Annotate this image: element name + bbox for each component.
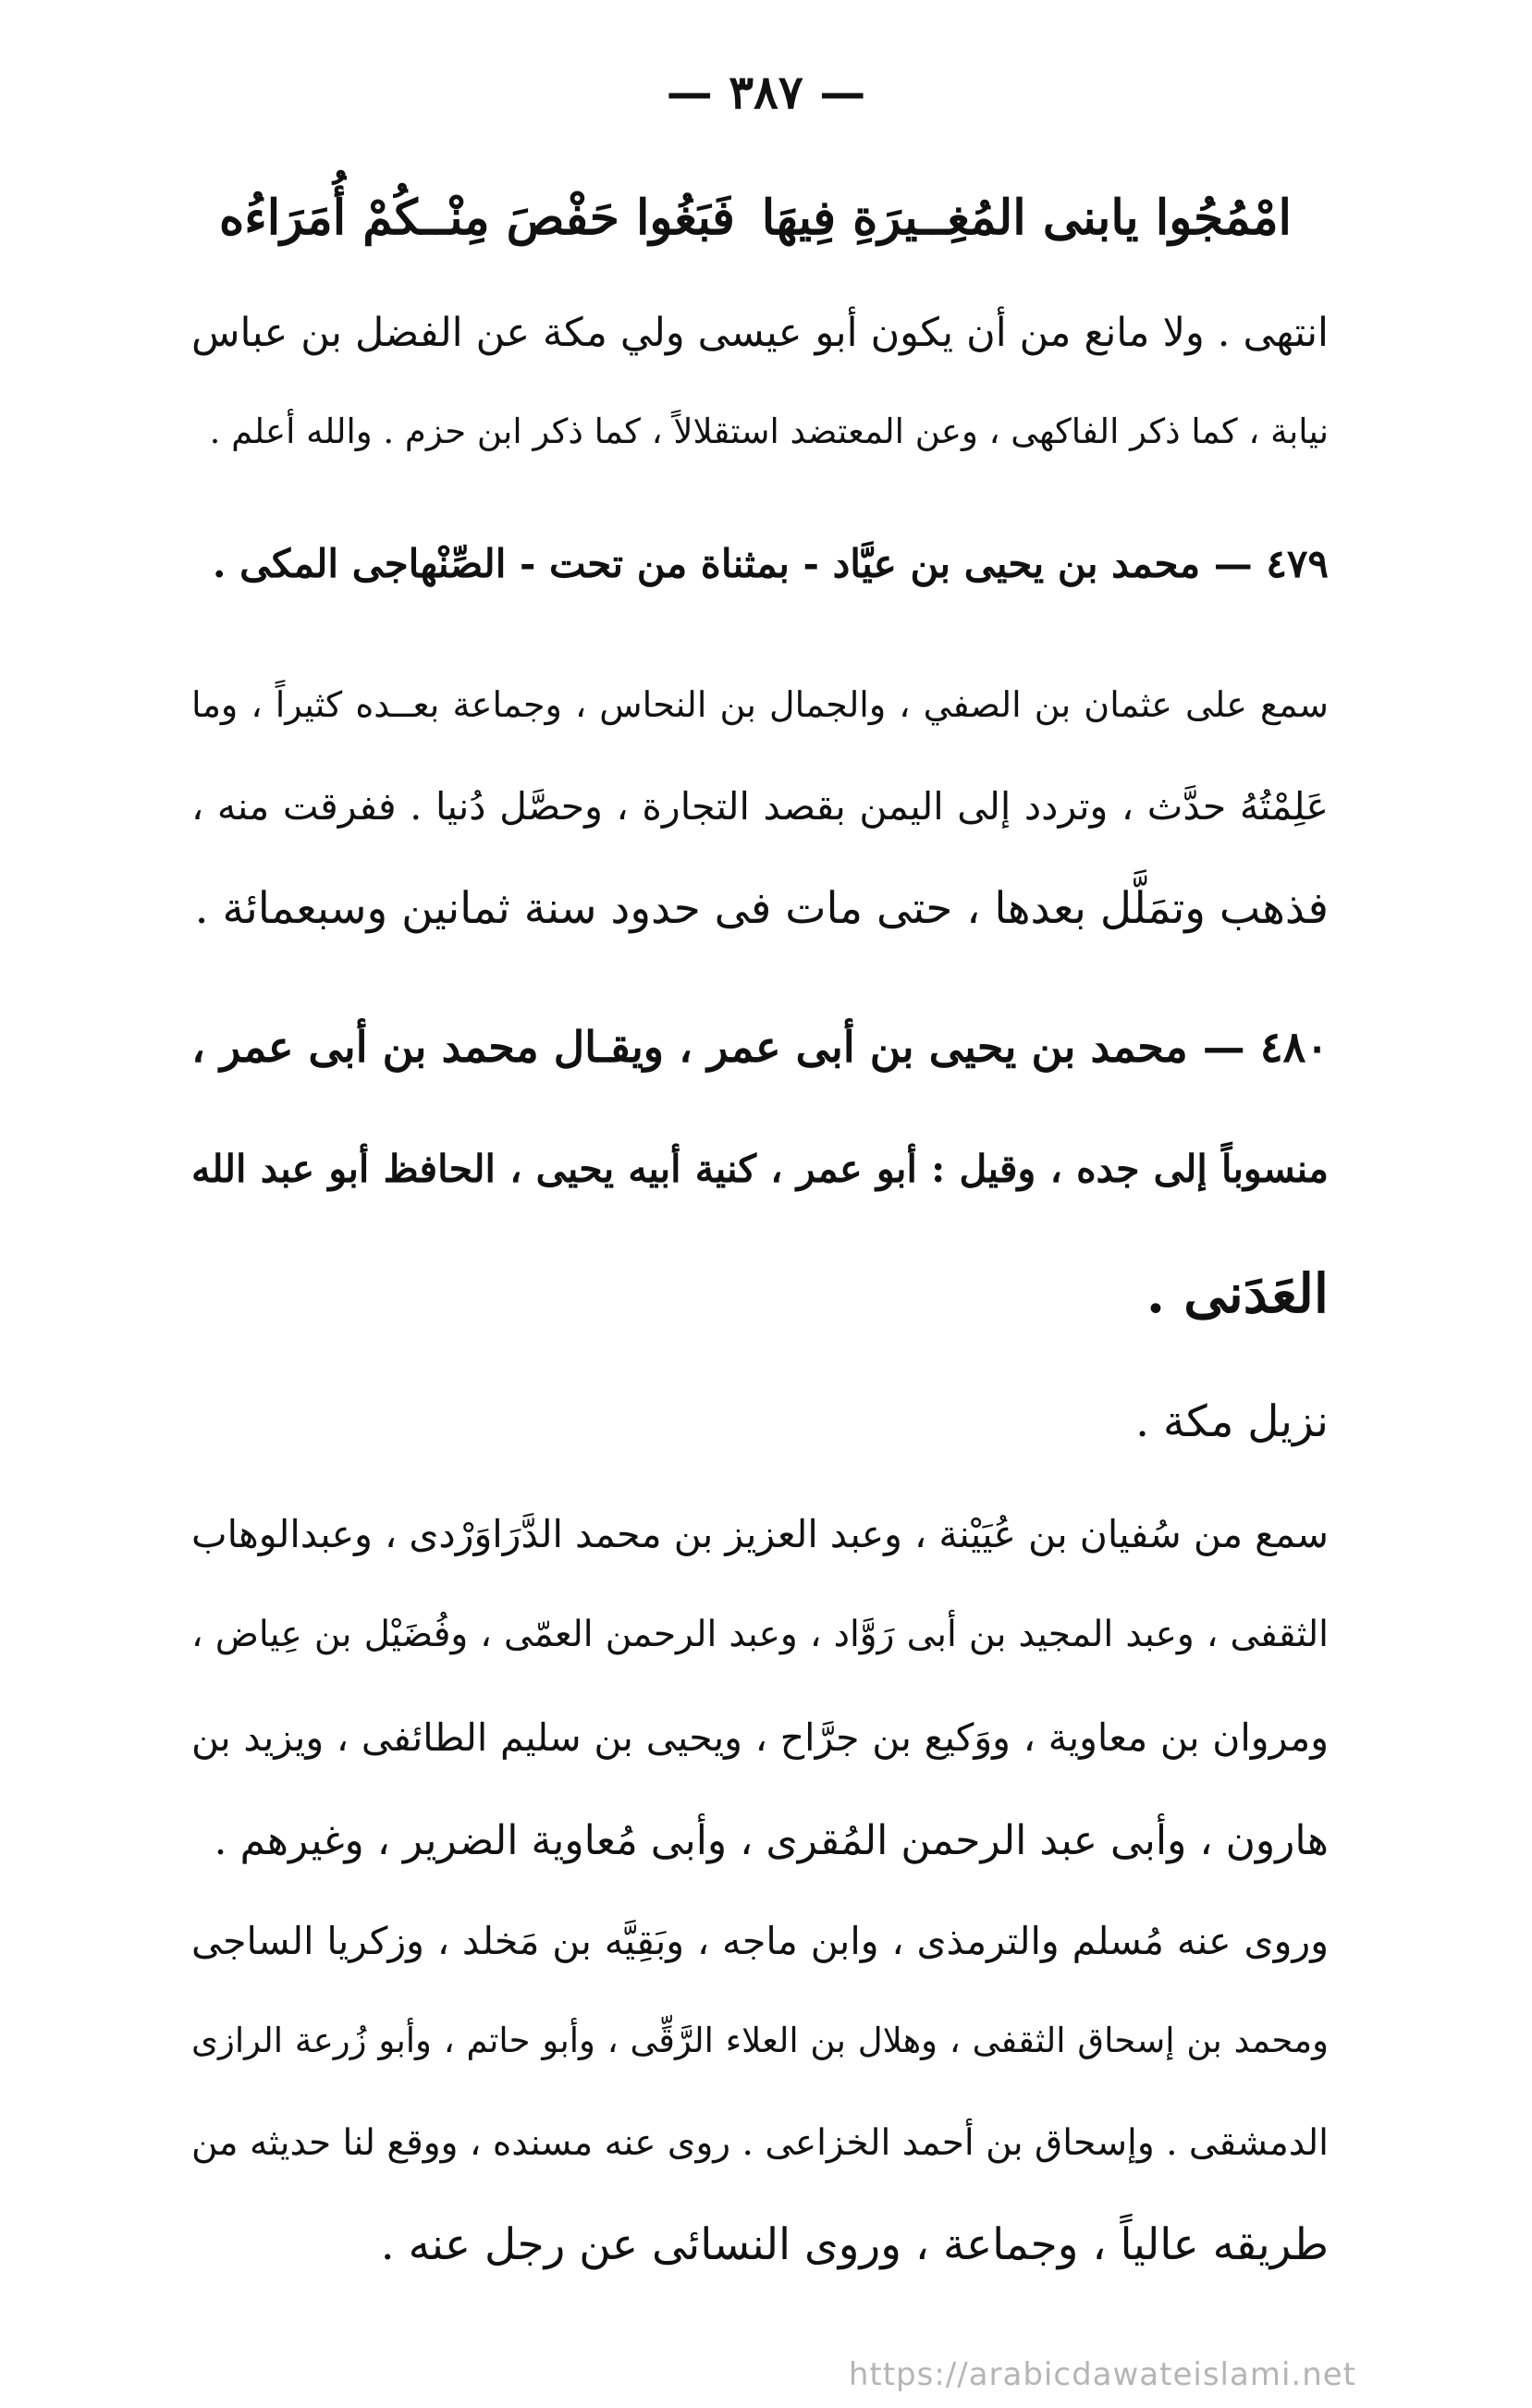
page-number: — ٣٨٧ — xyxy=(666,65,866,119)
poem-verse xyxy=(219,190,1292,246)
entry-479-heading: ٤٧٩ — محمد بن يحيى بن عيَّاد - بمثناة من تحت - الصِّنْهاجى المكى . xyxy=(212,541,1329,586)
paragraph-line: انتهى . ولا مانع من أن يكون أبو عيسى ولي مكة عن الفضل بن عباس xyxy=(191,310,1329,356)
entry-480-teachers-line: سمع من سُفيان بن عُيَيْنة ، وعبد العزيز بن محمد الدَّرَاوَرْدى ، وعبدالوهاب xyxy=(191,1512,1329,1556)
entry-480-teachers-line: ومروان بن معاوية ، ووَكيع بن جرَّاح ، ويحيى بن سليم الطائفى ، ويزيد بن xyxy=(191,1715,1329,1760)
entry-480-students-line: وروى عنه مُسلم والترمذى ، وابن ماجه ، وبَقِيَّه بن مَخلد ، وزكريا الساجى xyxy=(191,1919,1329,1963)
watermark: https://arabicdawateislami.net xyxy=(848,2356,1356,2393)
entry-479-line: عَلِمْتُهُ حدَّث ، وتردد إلى اليمن بقصد التجارة ، وحصَّل دُنيا . ففرقت منه ، xyxy=(191,784,1329,829)
paragraph-line: نيابة ، كما ذكر الفاكهى ، وعن المعتضد استقلالاً ، كما ذكر ابن حزم . والله أعلم . xyxy=(209,412,1329,451)
entry-480-heading: ٤٨٠ — محمد بن يحيى بن أبى عمر ، ويقـال محمد بن أبى عمر ، xyxy=(191,1022,1329,1072)
entry-479-line: فذهب وتمَلَّل بعدها ، حتى مات فى حدود سنة ثمانين وسبعمائة . xyxy=(194,883,1329,934)
entry-480-heading: العَدَنى . xyxy=(1146,1262,1329,1325)
entry-480-heading: منسوباً إلى جده ، وقيل : أبو عمر ، كنية أبيه يحيى ، الحافظ أبو عبد الله xyxy=(191,1147,1329,1191)
entry-480-students-line: ومحمد بن إسحاق الثقفى ، وهلال بن العلاء الرَّقِّى ، وأبو حاتم ، وأبو زُرعة الرازى xyxy=(191,2021,1329,2060)
poem-hemistich-first: امْمُجُوا يابنى المُغِــيرَةِ فِيهَا xyxy=(761,190,1292,246)
poem-hemistich-second: فَبَغُوا حَفْصَ مِنْــكُمْ أُمَرَاءُه xyxy=(219,190,735,246)
entry-480-teachers-line: هارون ، وأبى عبد الرحمن المُقرى ، وأبى مُعاوية الضرير ، وغيرهم . xyxy=(214,1817,1329,1864)
entry-479-line: سمع على عثمان بن الصفي ، والجمال بن النحاس ، وجماعة بعــده كثيراً ، وما xyxy=(191,684,1329,725)
entry-480-teachers-line: الثقفى ، وعبد المجيد بن أبى رَوَّاد ، وعبد الرحمن العمّى ، وفُضَيْل بن عِياض ، xyxy=(191,1614,1329,1655)
entry-480-residence: نزيل مكة . xyxy=(1135,1396,1329,1447)
entry-480-students-line: طريقه عالياً ، وجماعة ، وروى النسائى عن رجل عنه . xyxy=(380,2219,1329,2270)
entry-480-students-line: الدمشقى . وإسحاق بن أحمد الخزاعى . روى عنه مسنده ، ووقع لنا حديثه من xyxy=(190,2122,1329,2164)
